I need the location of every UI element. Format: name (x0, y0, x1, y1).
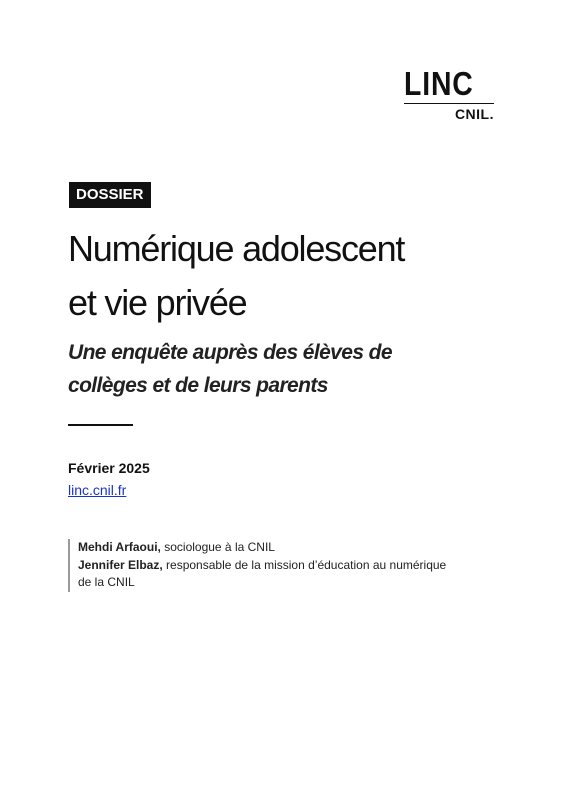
author-role: sociologue à la CNIL (160, 540, 275, 554)
publication-date: Février 2025 (68, 460, 150, 476)
title-divider (68, 424, 133, 426)
logo-cnil-text: CNIL. (454, 106, 494, 122)
author-entry-2 (78, 557, 518, 575)
linc-cnil-logo (404, 66, 494, 122)
page-title (68, 222, 404, 330)
logo-linc-text: LINC (404, 65, 474, 102)
page-subtitle (68, 336, 392, 402)
page-subtitle-line-2: collèges et de leurs parents (68, 374, 328, 397)
linc-website-link[interactable]: linc.cnil.fr (68, 482, 127, 498)
page-title-line-1: Numérique adolescent (68, 228, 405, 269)
author-role-continuation: de la CNIL (78, 575, 135, 589)
page-subtitle-line-1: Une enquête auprès des élèves de (68, 341, 392, 364)
author-name: Mehdi Arfaoui, (78, 540, 161, 554)
author-name: Jennifer Elbaz, (78, 557, 163, 572)
authors-block (68, 539, 518, 592)
author-entry-1 (78, 539, 518, 557)
dossier-badge: DOSSIER (69, 182, 151, 208)
logo-divider (404, 103, 494, 104)
page-title-line-2: et vie privée (68, 282, 247, 323)
author-role: responsable de la mission d’éducation au numérique (162, 557, 447, 572)
